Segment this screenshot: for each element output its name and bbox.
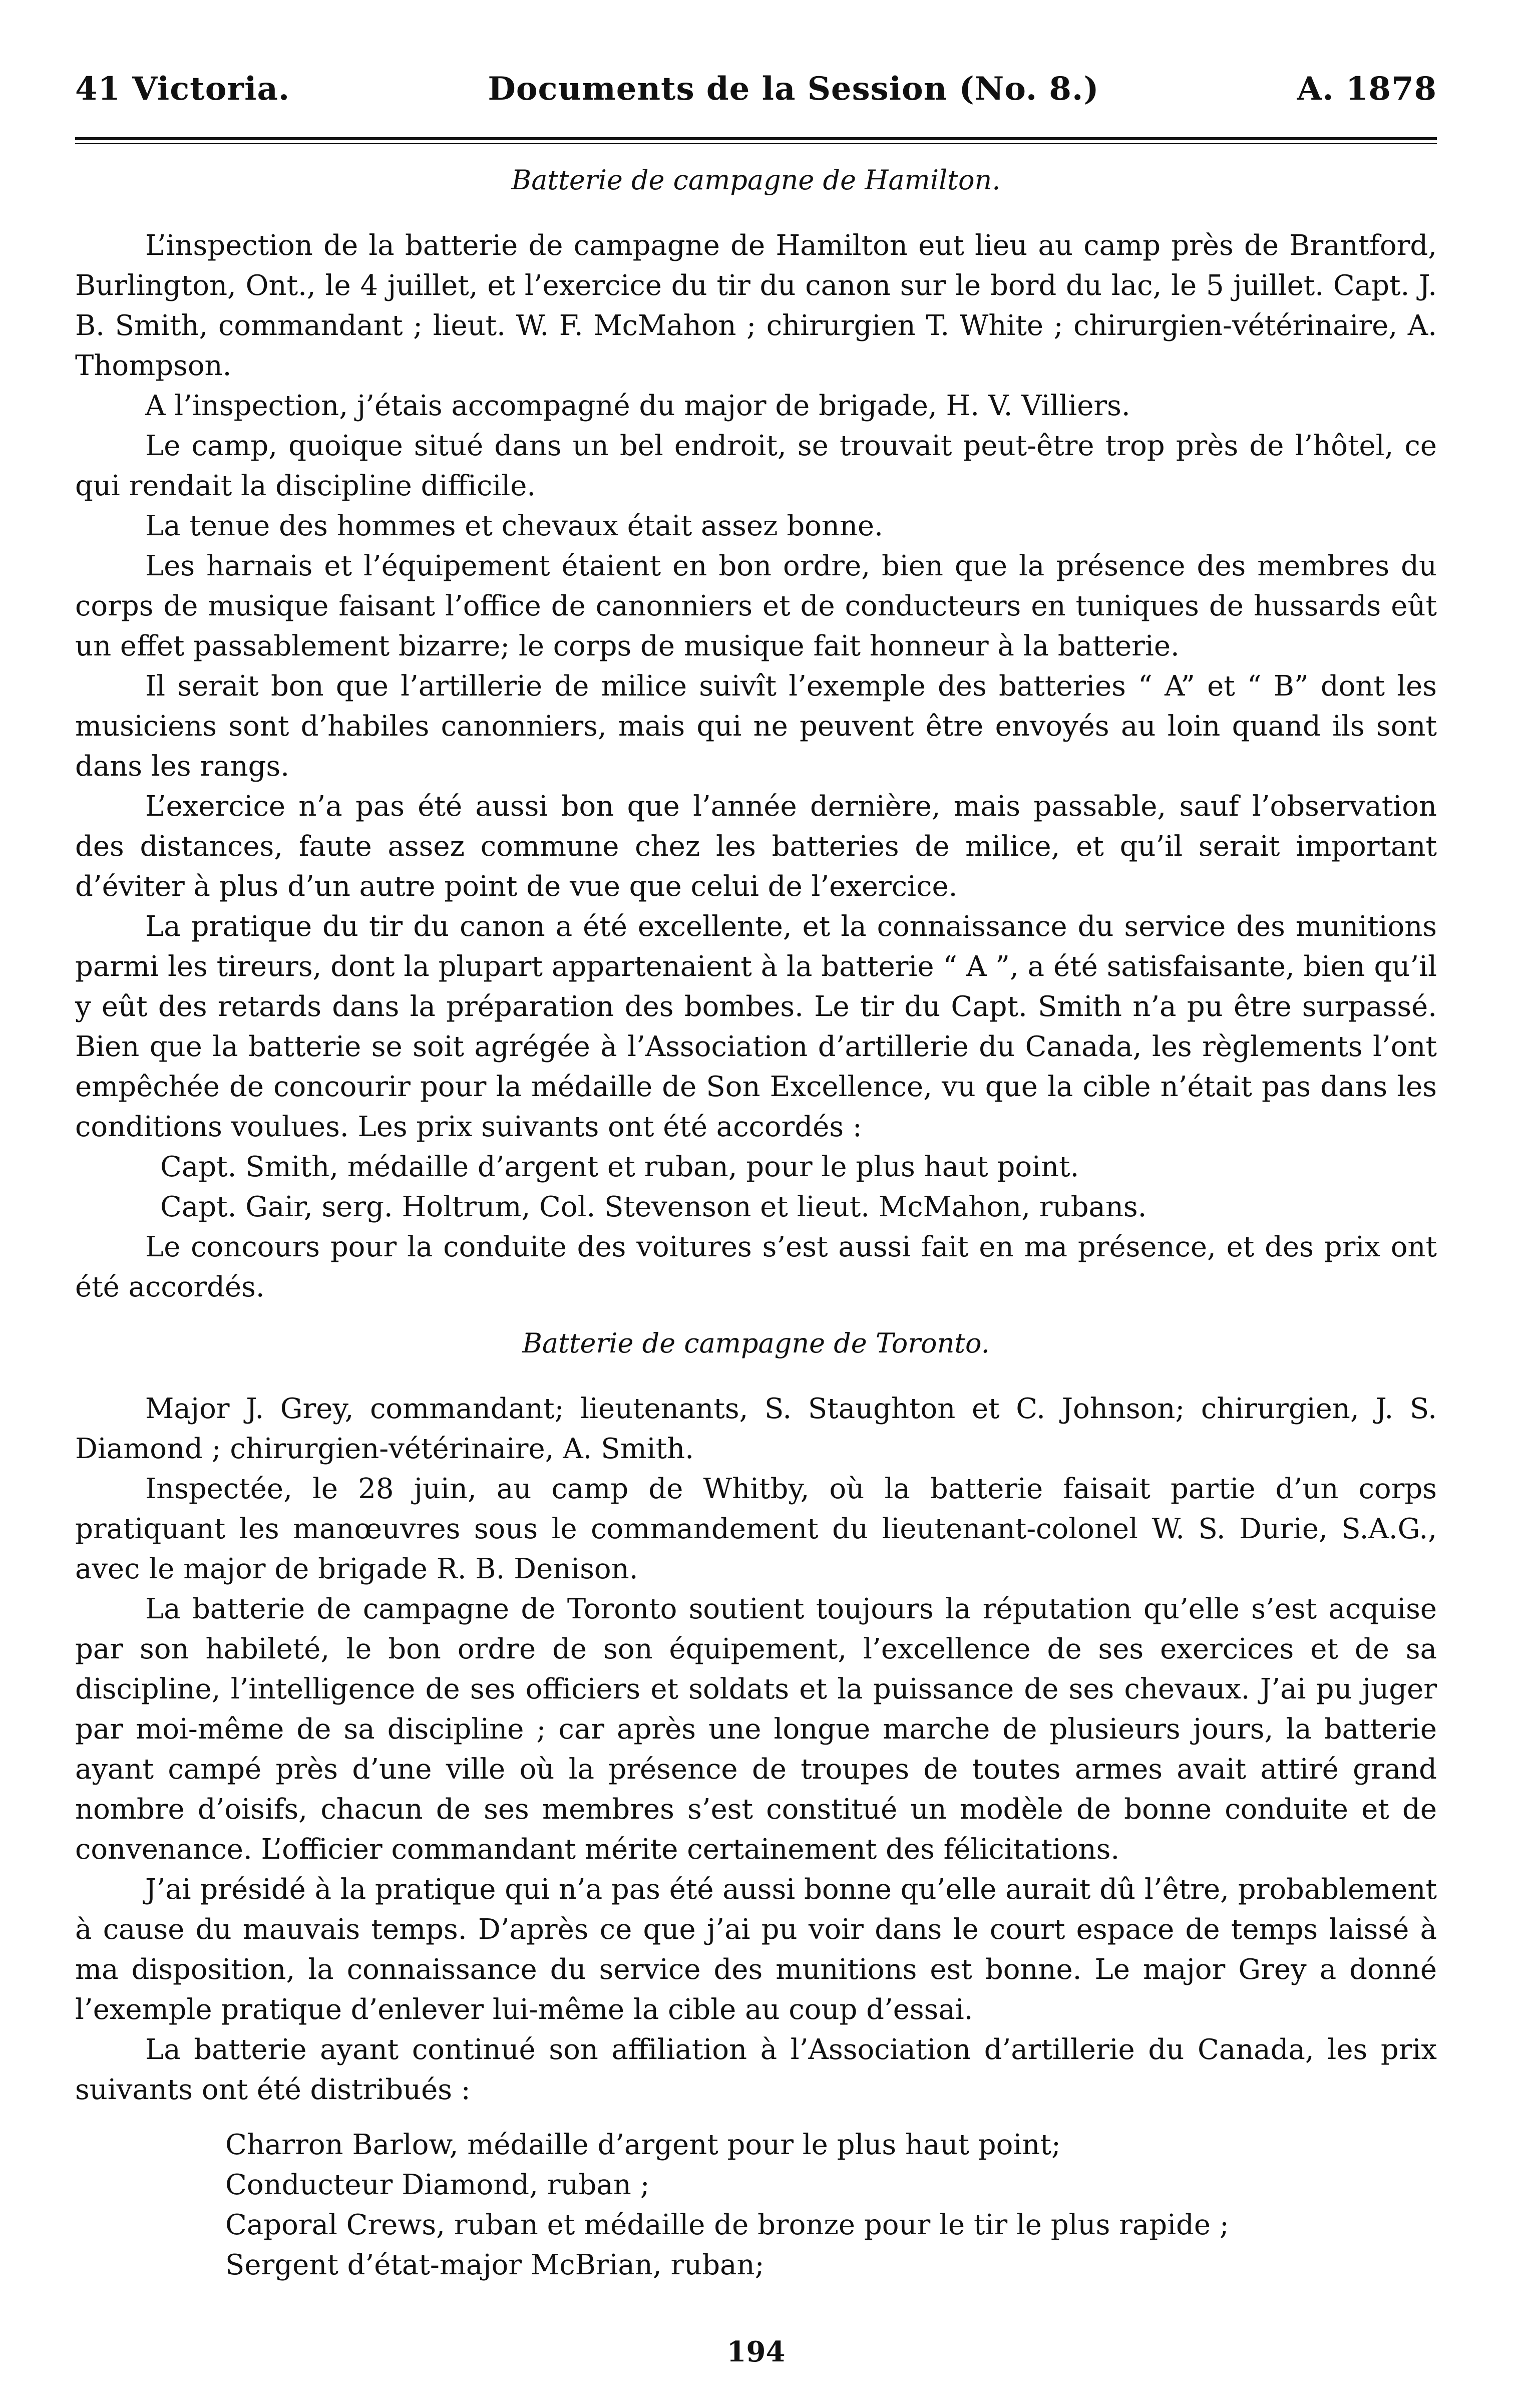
prize-item: Conducteur Diamond, ruban ; [225,2169,650,2201]
prize-spacer [75,2110,1437,2125]
prize-item: Capt. Gair, serg. Holtrum, Col. Stevenson et lieut. McMahon, rubans. [160,1191,1147,1223]
running-header [75,70,1437,125]
paragraph: Les harnais et l’équipement étaient en bon ordre, bien que la présence des membres du corps de musique faisant l’office de canonniers et de conducteurs en tuniques de hussards eût un effet passablement bizarre; le corps de musique fait honneur à la batterie. [75,550,1437,662]
paragraph: Inspectée, le 28 juin, au camp de Whitby, où la batterie faisait partie d’un corps pratiquant les manœuvres sous le commandement du lieutenant-colonel W. S. Durie, S.A.G., avec le major de brigade R. B. Denison. [75,1473,1437,1585]
paragraph: Major J. Grey, commandant; lieutenants, S. Staughton et C. Johnson; chirurgien, J. S. Diamond ; chirurgien-vétérinaire, A. Smith. [75,1393,1437,1465]
prize-item: Charron Barlow, médaille d’argent pour le plus haut point; [225,2129,1061,2161]
paragraph: Le concours pour la conduite des voitures s’est aussi fait en ma présence, et des prix ont été accordés. [75,1231,1437,1303]
paragraph: La batterie ayant continué son affiliation à l’Association d’artillerie du Canada, les prix suivants ont été distribués : [75,2033,1437,2106]
document-page [75,70,1437,2383]
paragraph: A l’inspection, j’étais accompagné du major de brigade, H. V. Villiers. [145,390,1130,422]
section-hamilton [75,164,1437,1307]
prize-item: Sergent d’état-major McBrian, ruban; [225,2249,765,2281]
header-rule [75,137,1437,144]
header-left: 41 Victoria. [75,70,290,108]
prize-item: Caporal Crews, ruban et médaille de bronze pour le tir le plus rapide ; [225,2209,1229,2241]
header-center: Documents de la Session (No. 8.) [488,70,1099,108]
paragraph: La pratique du tir du canon a été excellente, et la connaissance du service des munitions parmi les tireurs, dont la plupart appartenaient à la batterie “ A ”, a été satisfaisante, bien qu’il y eût des retards dans la préparation des bombes. Le tir du Capt. Smith n’a pu être surpassé. Bien que la batterie se soit agrégée à l’Association d’artillerie du Canada, les règlements l’ont empêchée de concourir pour la médaille de Son Excellence, vu que la cible n’était pas dans les conditions voulues. Les prix suivants ont été accordés : [75,910,1437,1143]
paragraph: Il serait bon que l’artillerie de milice suivît l’exemple des batteries “ A” et “ B” dont les musiciens sont d’habiles canonniers, mais qui ne peuvent être envoyés au loin quand ils sont dans les rangs. [75,670,1437,783]
section-title-hamilton: Batterie de campagne de Hamilton. [511,164,1001,196]
prize-item: Capt. Smith, médaille d’argent et ruban, pour le plus haut point. [160,1151,1079,1183]
section-title-toronto: Batterie de campagne de Toronto. [522,1327,990,1359]
section-toronto [75,1327,1437,2285]
paragraph: Le camp, quoique situé dans un bel endroit, se trouvait peut-être trop près de l’hôtel, ce qui rendait la discipline difficile. [75,430,1437,502]
paragraph: La batterie de campagne de Toronto soutient toujours la réputation qu’elle s’est acquise par son habileté, le bon ordre de son équipement, l’excellence de ses exercices et de sa discipline, l’intelligence de ses officiers et soldats et la puissance de ses chevaux. J’ai pu juger par moi-même de sa discipline ; car après une longue marche de plusieurs jours, la batterie ayant campé près d’une ville où la présence de troupes de toutes armes avait attiré grand nombre d’oisifs, chacun de ses membres s’est constitué un modèle de bonne conduite et de convenance. L’officier commandant mérite certainement des félicitations. [75,1593,1437,1866]
page-number: 194 [726,2335,786,2368]
header-right: A. 1878 [1297,70,1437,108]
paragraph: L’inspection de la batterie de campagne de Hamilton eut lieu au camp près de Brantford, Burlington, Ont., le 4 juillet, et l’exercice du tir du canon sur le bord du lac, le 5 juillet. Capt. J. B. Smith, commandant ; lieut. W. F. McMahon ; chirurgien T. White ; chirurgien-vétérinaire, A. Thompson. [75,229,1437,382]
paragraph: J’ai présidé à la pratique qui n’a pas été aussi bonne qu’elle aurait dû l’être, probablement à cause du mauvais temps. D’après ce que j’ai pu voir dans le court espace de temps laissé à ma disposition, la connaissance du service des munitions est bonne. Le major Grey a donné l’exemple pratique d’enlever lui-même la cible au coup d’essai. [75,1873,1437,2026]
paragraph: L’exercice n’a pas été aussi bon que l’année dernière, mais passable, sauf l’observation des distances, faute assez commune chez les batteries de milice, et qu’il serait important d’éviter à plus d’un autre point de vue que celui de l’exercice. [75,790,1437,903]
paragraph: La tenue des hommes et chevaux était assez bonne. [145,510,883,542]
